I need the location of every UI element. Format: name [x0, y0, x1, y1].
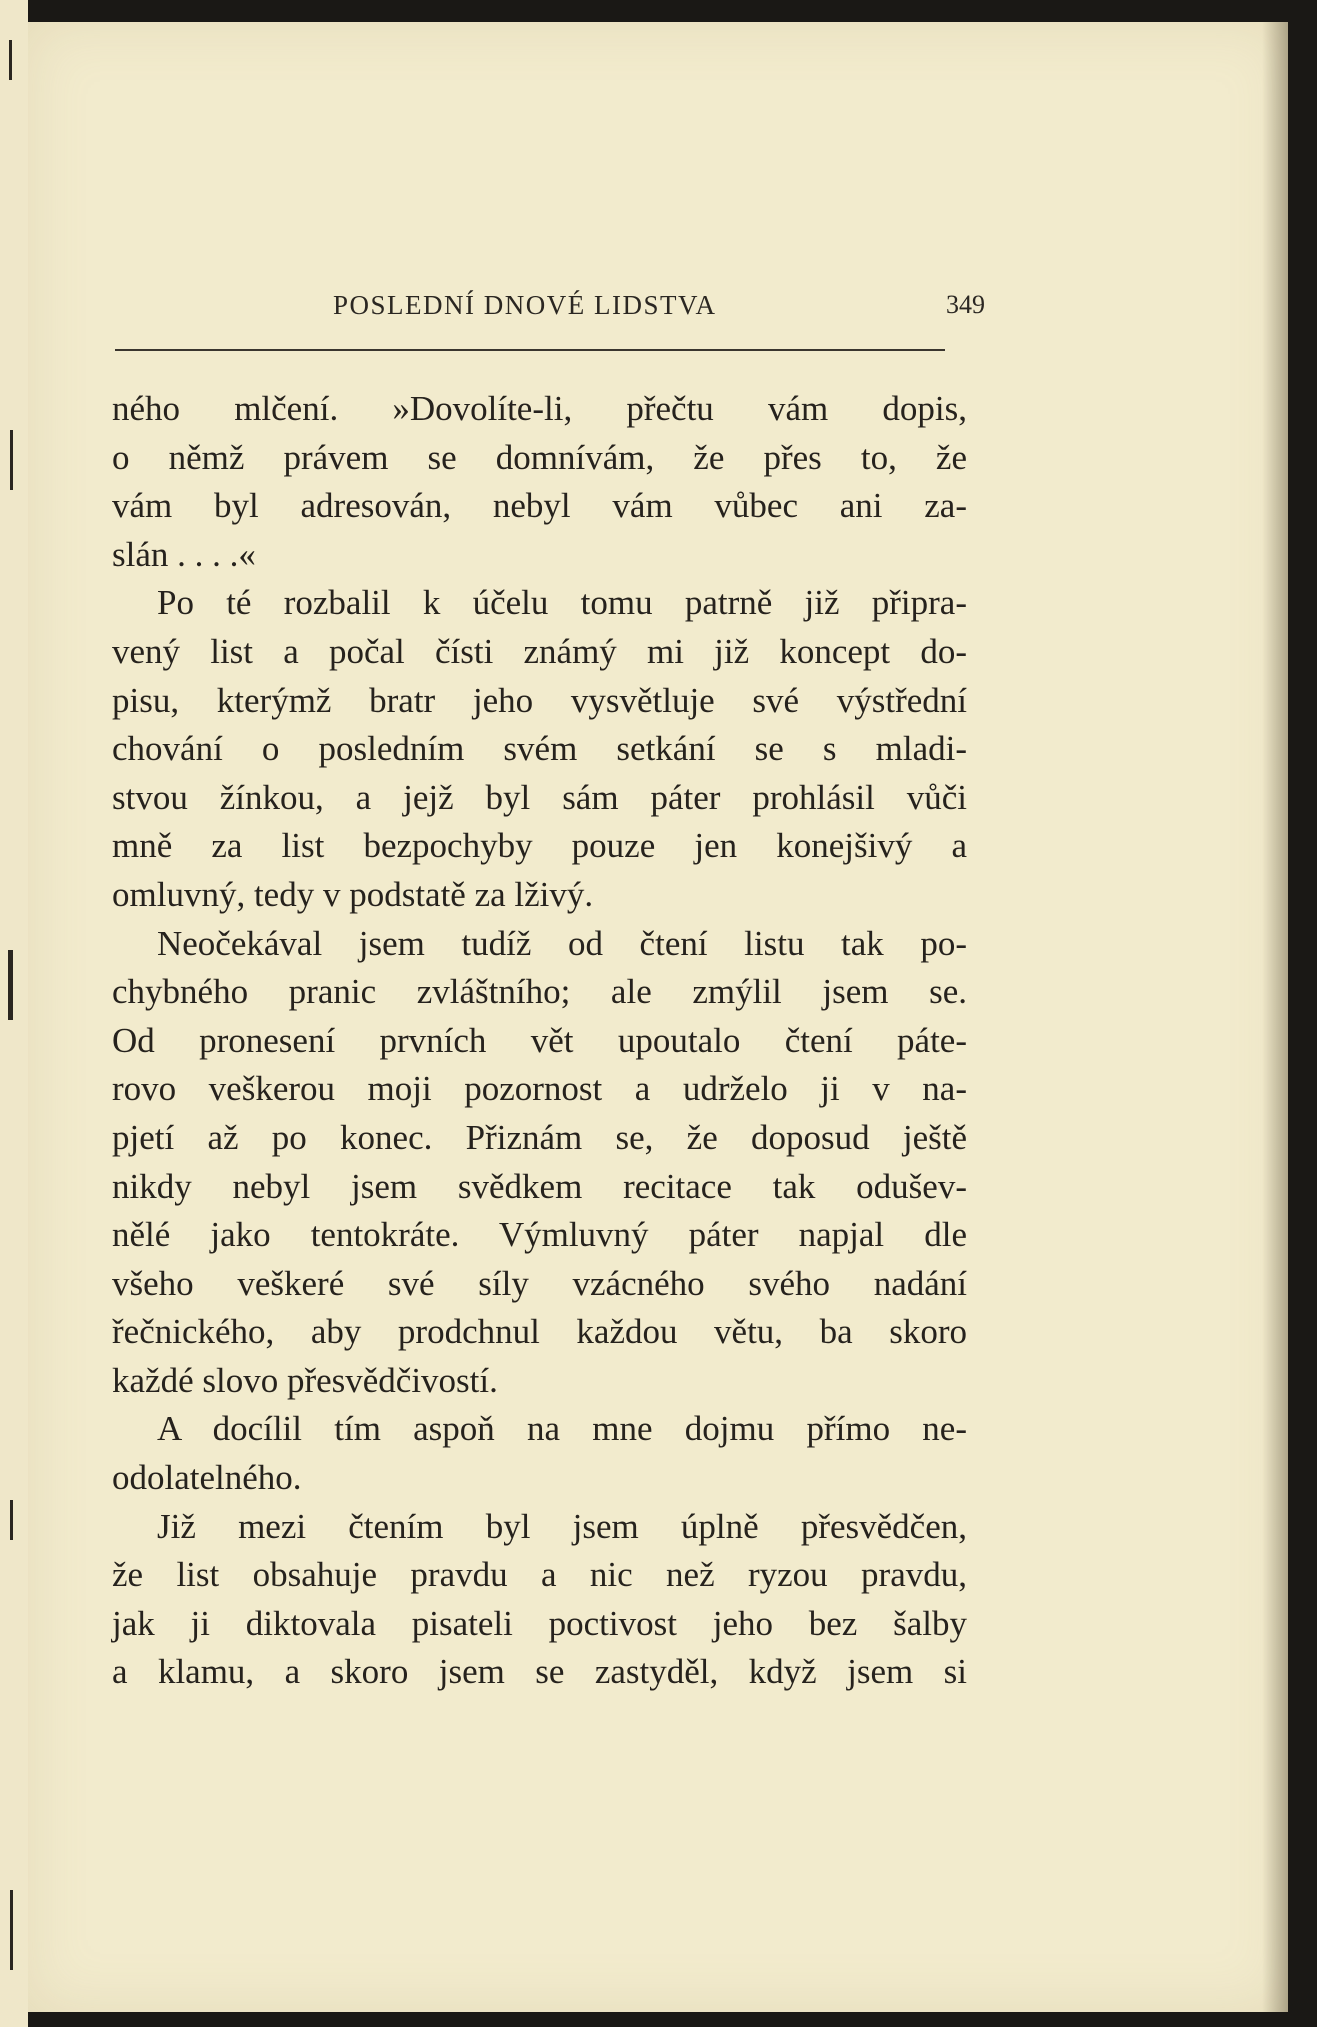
text-line: každé slovo přesvědčivostí. — [112, 1360, 498, 1400]
text-line: a klamu, a skoro jsem se zastyděl, když jsem si — [112, 1652, 967, 1692]
text-line: omluvný, tedy v podstatě za lživý. — [112, 874, 594, 914]
running-title: POSLEDNÍ DNOVÉ LIDSTVA — [333, 290, 717, 320]
text-line: A docílil tím aspoň na mne dojmu přímo ne- — [157, 1409, 967, 1449]
text-line: Neočekával jsem tudíž od čtení listu tak po- — [157, 923, 967, 963]
text-line: chybného pranic zvláštního; ale zmýlil jsem se. — [112, 972, 967, 1012]
running-header — [115, 290, 985, 338]
text-line: nikdy nebyl jsem svědkem recitace tak odušev- — [112, 1166, 967, 1206]
text-line: pjetí až po konec. Přiznám se, že doposud ještě — [112, 1117, 967, 1157]
page-edge-shadow — [1262, 22, 1288, 2012]
text-line: chování o posledním svém setkání se s mladi- — [112, 729, 967, 769]
text-line: řečnického, aby prodchnul každou větu, ba skoro — [112, 1312, 967, 1352]
paragraph — [112, 1503, 967, 1697]
text-line: mně za list bezpochyby pouze jen konejšivý a — [112, 826, 967, 866]
text-line: vený list a počal čísti známý mi již koncept do- — [112, 631, 967, 671]
body-text — [112, 385, 967, 1697]
text-line: jak ji diktovala pisateli poctivost jeho bez šalby — [112, 1603, 967, 1643]
page-number: 349 — [946, 290, 985, 319]
text-line: Od pronesení prvních vět upoutalo čtení páte- — [112, 1020, 967, 1060]
text-line: ného mlčení. »Dovolíte-li, přečtu vám dopis, — [112, 389, 967, 428]
text-line: že list obsahuje pravdu a nic než ryzou pravdu, — [112, 1555, 967, 1595]
binding-edge — [0, 0, 28, 2027]
text-line: Po té rozbalil k účelu tomu patrně již připra- — [157, 583, 967, 623]
text-line: rovo veškerou moji pozornost a udrželo ji v na- — [112, 1069, 967, 1109]
text-line: odolatelného. — [112, 1458, 302, 1498]
paragraph — [112, 385, 967, 579]
text-line: o němž právem se domnívám, že přes to, že — [112, 437, 967, 477]
paragraph — [112, 1405, 967, 1502]
paragraph — [112, 579, 967, 919]
paragraph — [112, 920, 967, 1406]
text-line: stvou žínkou, a jejž byl sám páter prohlásil vůči — [112, 777, 967, 817]
text-line: Již mezi čtením byl jsem úplně přesvědčen, — [157, 1506, 967, 1546]
text-line: pisu, kterýmž bratr jeho vysvětluje své výstřední — [112, 680, 967, 720]
text-line: nělé jako tentokráte. Výmluvný páter napjal dle — [112, 1215, 967, 1255]
text-line: vám byl adresován, nebyl vám vůbec ani za- — [112, 486, 967, 526]
header-rule — [115, 349, 945, 351]
text-line: všeho veškeré své síly vzácného svého nadání — [112, 1263, 967, 1303]
text-line: slán . . . .« — [112, 534, 256, 574]
